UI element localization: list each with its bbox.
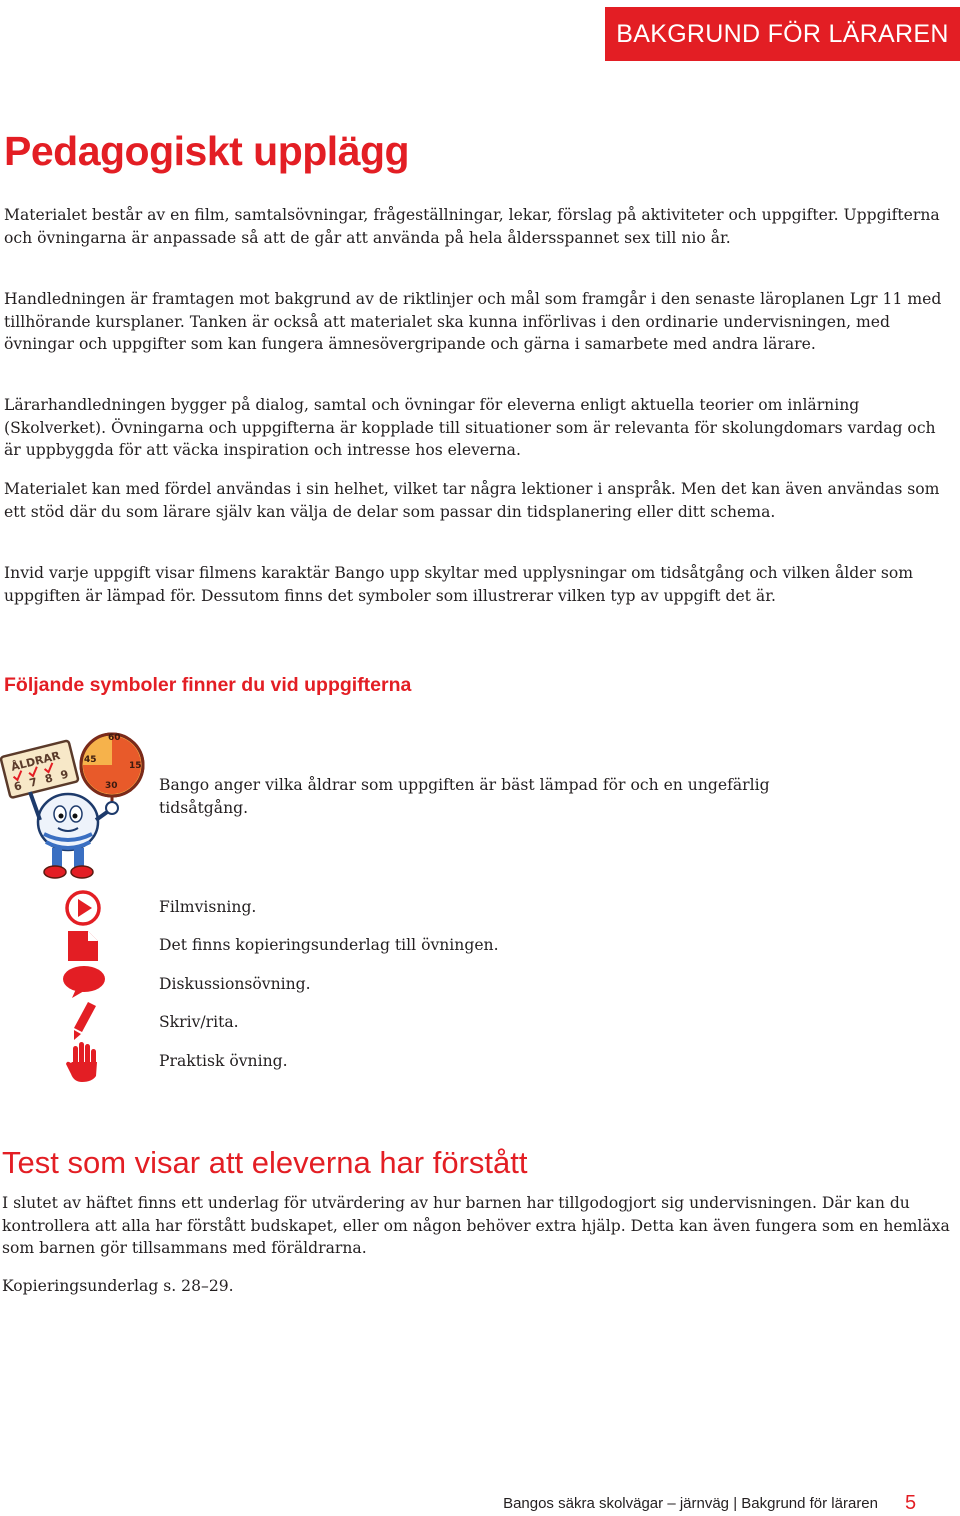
symbol-label-discussion: Diskussionsövning. [159,975,311,993]
paragraph-1: Materialet består av en film, samtalsövningar, frågeställningar, lekar, förslag på aktiviteter och uppgifter. Uppgifterna och övningarna är anpassade så att de går att använda på hela åldersspannet sex till nio år. [4,206,940,247]
clock-label-45: 45 [84,755,97,765]
clock-label-60: 60 [108,733,121,743]
symbols-heading: Följande symboler finner du vid uppgifterna [4,674,412,696]
copy-sheet-icon [66,929,100,963]
sign-label: ÅLDRAR [9,749,62,774]
speech-bubble-icon [62,965,106,999]
sign-age-9: 9 [59,767,70,783]
clock-label-30: 30 [105,781,118,791]
symbol-label-write: Skriv/rita. [159,1013,239,1031]
test-paragraph: I slutet av häftet finns ett underlag för utvärdering av hur barnen har tillgodogjort sig undervisningen. Där kan du kontrollera att alla har förstått budskapet, eller om någon behöver extra hjälp. Detta kan även fungera som en hemläxa som barnen gör tillsammans med föräldrarna. [2,1194,950,1257]
section-tab: BAKGRUND FÖR LÄRAREN [605,7,960,61]
sign-age-7: 7 [28,775,39,790]
test-reference: Kopieringsunderlag s. 28–29. [2,1277,234,1295]
symbol-label-film: Filmvisning. [159,898,257,916]
page-number: 5 [905,1492,917,1514]
test-heading: Test som visar att eleverna har förstått [2,1145,528,1180]
bango-description: Bango anger vilka åldrar som uppgiften är bäst lämpad för och en ungefärlig tidsåtgång. [159,776,770,817]
pencil-icon [68,1000,100,1042]
paragraph-2: Handledningen är framtagen mot bakgrund av de riktlinjer och mål som framgår i den senaste läroplanen Lgr 11 med tillhörande kursplaner. Tanken är också att materialet ska kunna införlivas i den ordinarie undervisningen, med övningar och uppgifter som kan fungera ämnesövergripande och gärna i samarbete med andra lärare. [4,290,942,353]
paragraph-5: Invid varje uppgift visar filmens karaktär Bango upp skyltar med upplysningar om tidsåtgång och vilken ålder som uppgiften är lämpad för. Dessutom finns det symboler som illustrerar vilken typ av uppgift det är. [4,564,914,605]
sign-age-6: 6 [12,779,24,794]
symbol-label-copy: Det finns kopieringsunderlag till övningen. [159,936,499,954]
sign-age-8: 8 [43,771,55,786]
page-title: Pedagogiskt upplägg [4,128,410,174]
symbol-label-practical: Praktisk övning. [159,1052,288,1070]
play-icon [64,889,102,927]
bango-character-illustration [0,722,152,882]
paragraph-4: Materialet kan med fördel användas i sin helhet, vilket tar några lektioner i anspråk. Men det kan även användas som ett stöd där du som lärare själv kan välja de delar som passar din tidsplanering eller ditt schema. [4,480,940,521]
clock-label-15: 15 [129,761,142,771]
footer-text: Bangos säkra skolvägar – järnväg | Bakgrund för läraren [503,1495,878,1512]
hand-icon [64,1040,102,1084]
paragraph-3: Lärarhandledningen bygger på dialog, samtal och övningar för eleverna enligt aktuella teorier om inlärning (Skolverket). Övningarna och uppgifterna är kopplade till situationer som är relevanta för skolungdomars vardag och är uppbyggda för att väcka inspiration och intresse hos eleverna. [4,396,936,459]
